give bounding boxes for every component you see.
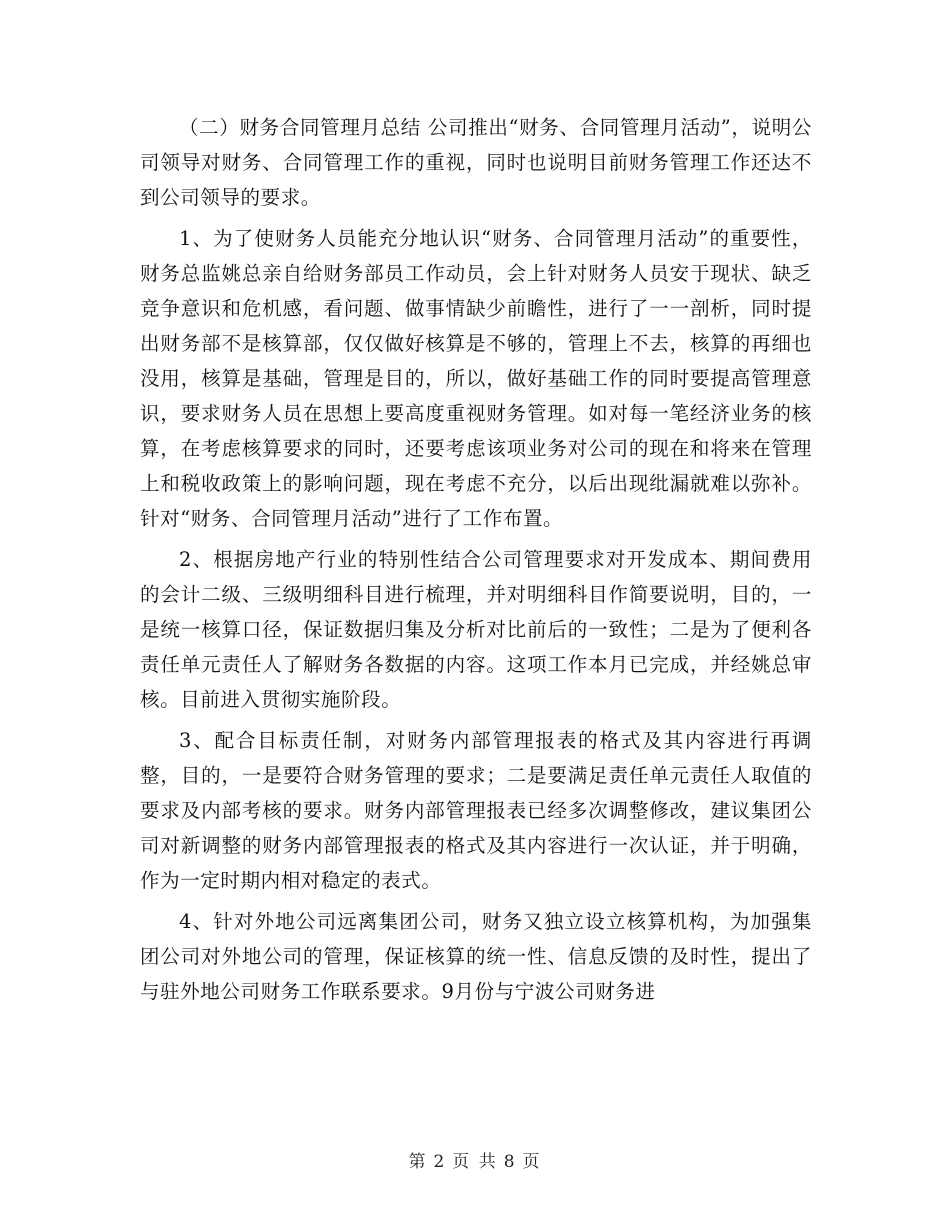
- footer-current-page: 2: [433, 1152, 447, 1172]
- footer-total-pages: 8: [503, 1152, 517, 1172]
- footer-prefix: 第: [408, 1152, 428, 1172]
- paragraph-item-2: 2、根据房地产行业的特别性结合公司管理要求对开发成本、期间费用的会计二级、三级明细科目进行梳理，并对明细科目作简要说明，目的，一是统一核算口径，保证数据归集及分析对比前后的一致性；二是为了便利各责任单元责任人了解财务各数据的内容。这项工作本月已完成，并经姚总审核。目前进入贯彻实施阶段。: [140, 548, 812, 711]
- footer-suffix: 页: [522, 1152, 542, 1172]
- paragraph-item-3: 3、配合目标责任制，对财务内部管理报表的格式及其内容进行再调整，目的，一是要符合财务管理的要求；二是要满足责任单元责任人取值的要求及内部考核的要求。财务内部管理报表已经多次调整修改，建议集团公司对新调整的财务内部管理报表的格式及其内容进行一次认证，并于明确，作为一定时期内相对稳定的表式。: [140, 729, 812, 892]
- footer-middle: 页 共: [452, 1152, 498, 1172]
- paragraph-intro: （二）财务合同管理月总结 公司推出“财务、合同管理月活动”，说明公司领导对财务、合同管理工作的重视，同时也说明目前财务管理工作还达不到公司领导的要求。: [140, 116, 812, 209]
- page-footer: [0, 1147, 950, 1172]
- paragraph-item-4: 4、针对外地公司远离集团公司，财务又独立设立核算机构，为加强集团公司对外地公司的管理，保证核算的统一性、信息反馈的及时性，提出了与驻外地公司财务工作联系要求。9月份与宁波公司财务进: [140, 910, 812, 1003]
- document-body: [140, 110, 812, 1015]
- paragraph-item-1: 1、为了使财务人员能充分地认识“财务、合同管理月活动”的重要性，财务总监姚总亲自给财务部员工作动员，会上针对财务人员安于现状、缺乏竞争意识和危机感，看问题、做事情缺少前瞻性，进行了一一剖析，同时提出财务部不是核算部，仅仅做好核算是不够的，管理上不去，核算的再细也没用，核算是基础，管理是目的，所以，做好基础工作的同时要提高管理意识，要求财务人员在思想上要高度重视财务管理。如对每一笔经济业务的核算，在考虑核算要求的同时，还要考虑该项业务对公司的现在和将来在管理上和税收政策上的影响问题，现在考虑不充分，以后出现纰漏就难以弥补。针对“财务、合同管理月活动”进行了工作布置。: [140, 227, 812, 530]
